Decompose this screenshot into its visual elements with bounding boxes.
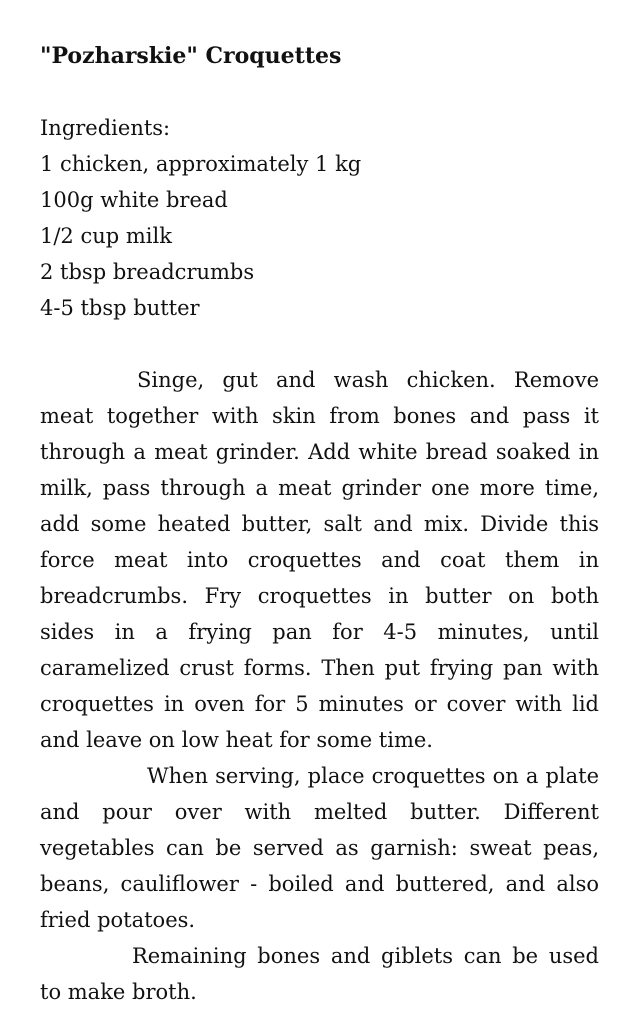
- ingredient-item: 4-5 tbsp butter: [40, 296, 200, 320]
- broth-paragraph: Remaining bones and giblets can be used to make broth.: [40, 944, 599, 1004]
- method-section: [40, 362, 599, 1010]
- ingredients-section: [40, 110, 599, 326]
- ingredients-heading: Ingredients:: [40, 116, 171, 140]
- method-paragraph: Singe, gut and wash chicken. Remove meat together with skin from bones and pass it through a meat grinder. Add white bread soaked in milk, pass through a meat grinder one more time, add some heated butter, salt and mix. Divide this force meat into croquettes and coat them in breadcrumbs. Fry croquettes in butter on both sides in a frying pan for 4-5 minutes, until caramelized crust forms. Then put frying pan with croquettes in oven for 5 minutes or cover with lid and leave on low heat for some time.: [40, 368, 599, 752]
- recipe-title: "Pozharskie" Croquettes: [40, 43, 342, 69]
- ingredient-item: 2 tbsp breadcrumbs: [40, 260, 255, 284]
- ingredient-item: 100g white bread: [40, 188, 228, 212]
- ingredient-item: 1/2 cup milk: [40, 224, 172, 248]
- serving-paragraph: When serving, place croquettes on a plate and pour over with melted butter. Different vegetables can be served as garnish: sweat peas, beans, cauliflower - boiled and buttered, and also fried potatoes.: [40, 764, 599, 932]
- ingredient-item: 1 chicken, approximately 1 kg: [40, 152, 362, 176]
